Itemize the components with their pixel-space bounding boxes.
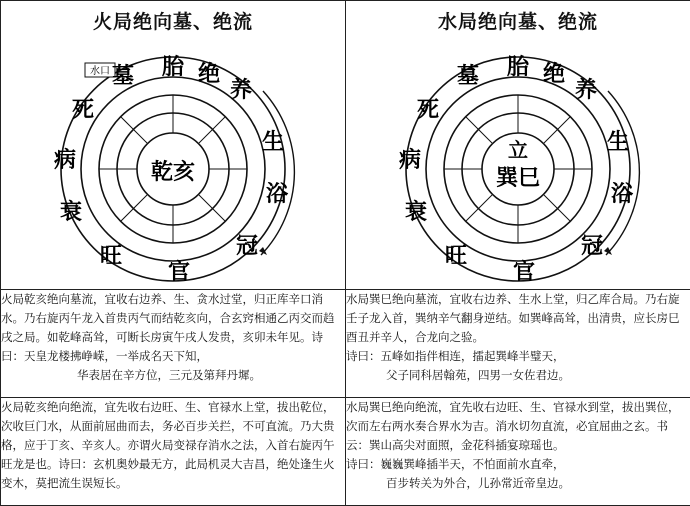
right-outer-guan: 冠 [580, 234, 604, 259]
right-compass-diagram [346, 41, 690, 287]
left-outer-guan: 冠 [235, 234, 259, 259]
left-title: 火局绝向墓、绝流 [92, 11, 253, 33]
right-outer-shuai: 衰 [404, 200, 428, 225]
right-top-label: 立 [508, 138, 528, 162]
left-outer-shuai: 衰 [59, 200, 83, 225]
left-diagram-cell [1, 1, 346, 290]
right-row3-cell [346, 398, 690, 506]
right-outer-mu: 墓 [456, 64, 480, 89]
right-row2-cell [346, 290, 690, 398]
right-title: 水局绝向墓、绝流 [437, 11, 598, 33]
right-outer-tai: 胎 [506, 55, 530, 80]
right-outer-bing: 病 [398, 148, 422, 173]
left-row2-poem-line2: 华表居在辛方位，三元及第拜丹墀。 [77, 368, 261, 382]
right-outer-sheng: 生 [606, 130, 630, 155]
right-outer-si: 死 [416, 98, 440, 123]
left-outer-jue: 绝 [197, 62, 221, 87]
right-row2-poem: 诗曰：五峰如指伴相连，擂起巽峰半璧天， [346, 349, 565, 363]
left-compass-diagram [1, 41, 345, 287]
left-outer-tai: 胎 [161, 55, 185, 80]
right-row3-poem-line2: 百步转关为外合，儿孙常近帝皇边。 [386, 476, 570, 490]
right-outer-yang: 养 [574, 78, 598, 103]
left-row2-text: 火局乾亥绝向墓流，宜收右边养、生、贪水过堂，归正库辛口消水。乃右旋丙午龙入首贵丙气而结乾亥向，合玄窍相通乙丙交而趋戌之局。如乾峰高耸，可断长房寅午戌人发贵，亥卯未年见。诗曰：天皇龙楼拂峥嵘，一举成名天下知， [1, 292, 335, 363]
left-outer-bing: 病 [53, 148, 77, 173]
left-row3-text: 火局乾亥绝向绝流，宜先收右边旺、生、官禄水上堂，拔出乾位，次收巨门水，从面前屈曲而去，务必百步关拦，不可直流。乃大贵格，应于丁亥、辛亥人。亦谓火局变禄存消水之法，入首右旋丙午旺龙是也。诗曰：玄机奥妙最无方，此局机灵大吉昌，绝处逢生火变木，莫把流生误短长。 [1, 400, 335, 490]
right-outer-wang: 旺 [444, 244, 468, 269]
right-outer-yu: 浴 [610, 182, 634, 207]
left-water-mouth-label: 水口 [90, 66, 110, 77]
left-outer-wang: 旺 [99, 244, 123, 269]
left-outer-sheng: 生 [261, 130, 285, 155]
left-row2-cell [1, 290, 346, 398]
right-row3-poem: 诗曰：巍巍巽峰插半天，不怕面前水直牵， [346, 457, 565, 471]
right-row3-text: 水局巽巳绝向绝流，宜先收右边旺、生、官禄水到堂，拔出巽位，次而左右两水奏合界水为吉。消水切勿直流，必宜屈曲之玄。书云：巽山高尖对面照，金花科插宴琼瑶也。 [346, 400, 680, 452]
right-outer-jue: 绝 [542, 62, 566, 87]
right-row2-poem-line2: 父子同科居翰苑，四男一女佐君边。 [386, 368, 570, 382]
left-row3-cell [1, 398, 346, 506]
left-outer-guan2: 官 [167, 260, 191, 285]
left-outer-yu: 浴 [265, 182, 289, 207]
right-row2-text: 水局巽巳绝向墓流，宜收右边养、生水上堂，归乙库合局。乃右旋壬子龙入首，巽纳辛气翻身逆结。如巽峰高耸，出清贵，应长房巳酉丑并辛人，合龙向之验。 [346, 292, 680, 344]
right-outer-guan2: 官 [512, 260, 536, 285]
right-diagram-cell [346, 1, 690, 290]
left-center-label: 乾亥 [150, 160, 196, 185]
left-outer-si: 死 [71, 98, 95, 123]
right-center-label: 巽巳 [495, 166, 541, 191]
left-outer-mu: 墓 [111, 64, 135, 89]
left-outer-yang: 养 [229, 78, 253, 103]
